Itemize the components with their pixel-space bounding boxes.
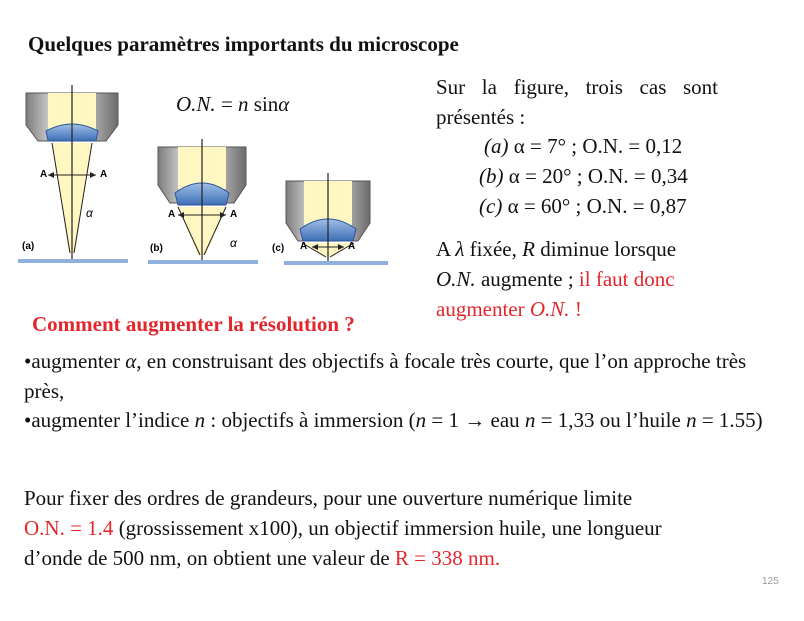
label-A: A — [300, 241, 308, 252]
label-case-c: (c) — [272, 243, 285, 254]
order-of-magnitude-paragraph: Pour fixer des ordres de grandeurs, pour une ouverture numérique limite O.N. = 1.4 (grossissement x100), un objectif immersion huile, une longueur d’onde de 500 nm, on obtient une valeur de R = 338 nm. — [24, 486, 662, 570]
page-number: 125 — [762, 576, 779, 587]
label-A: A — [230, 209, 238, 220]
microscope-objectives-figure — [18, 85, 398, 285]
objective-b — [148, 139, 258, 263]
numerical-aperture-formula: O.N. = n sinα — [176, 92, 290, 116]
label-alpha: α — [86, 206, 93, 220]
resolution-question: Comment augmenter la résolution ? — [32, 312, 355, 336]
resolution-remark: A λ fixée, R diminue lorsque O.N. augmente ; il faut donc augmenter O.N. ! — [436, 237, 677, 321]
label-alpha: α — [230, 236, 237, 250]
label-A: A — [100, 169, 108, 180]
label-A: A — [40, 169, 48, 180]
bullet-increase-alpha: •augmenter α, en construisant des objectifs à focale très courte, que l’on approche très près, — [24, 349, 747, 403]
label-case-b: (b) — [150, 243, 163, 254]
figure-intro-line1: Sur la figure, trois cas sont — [436, 75, 718, 99]
bullet-increase-index: •augmenter l’indice n : objectifs à immersion (n = 1 → eau n = 1,33 ou l’huile n = 1.55) — [24, 408, 763, 432]
objective-a — [18, 85, 128, 261]
case-c-text: (c) α = 60° ; O.N. = 0,87 — [479, 194, 687, 218]
label-A: A — [168, 209, 176, 220]
case-a-text: (a) α = 7° ; O.N. = 0,12 — [484, 134, 683, 158]
case-b-text: (b) α = 20° ; O.N. = 0,34 — [479, 164, 688, 188]
figure-intro-line2: présentés : — [436, 105, 526, 129]
label-A: A — [348, 241, 356, 252]
label-case-a: (a) — [22, 241, 35, 252]
slide-title: Quelques paramètres importants du microscope — [28, 32, 459, 56]
